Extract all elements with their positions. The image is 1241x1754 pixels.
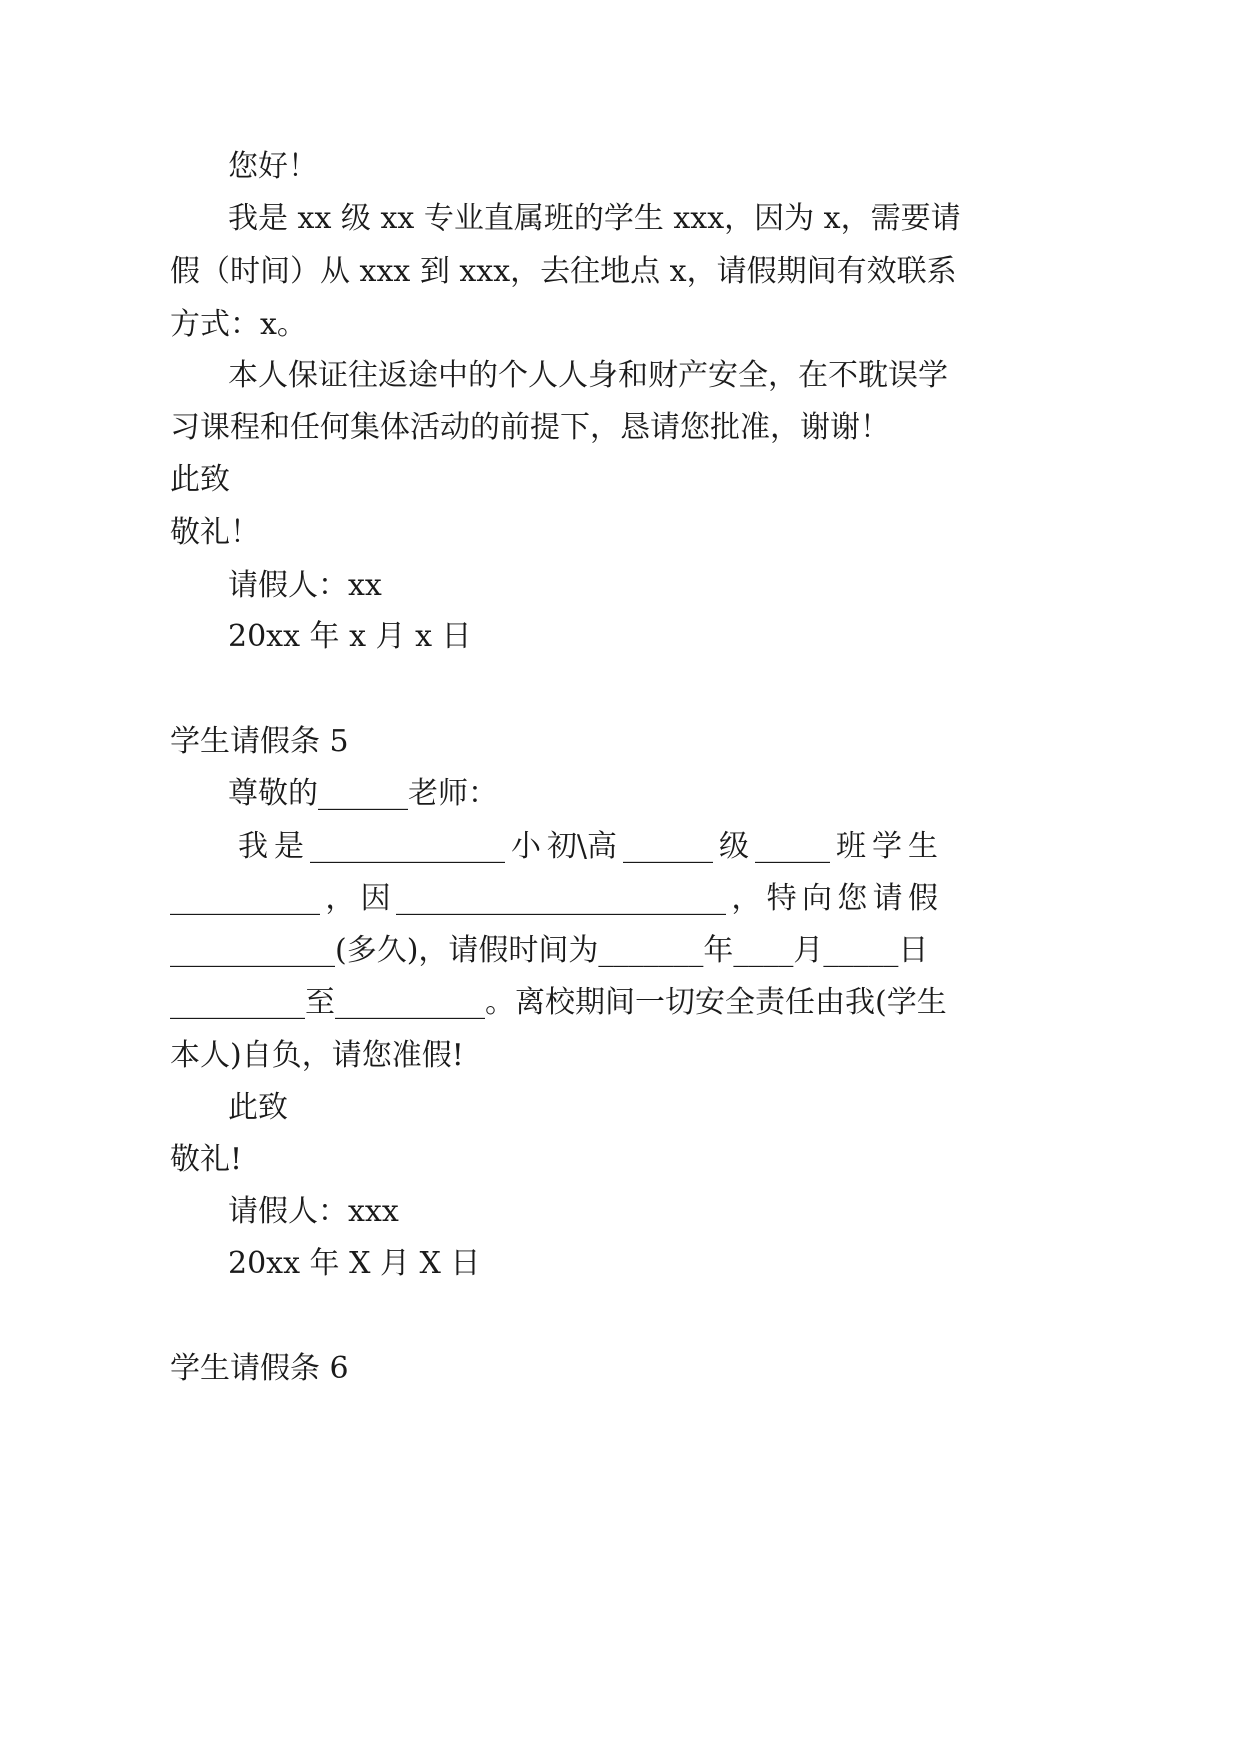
date: 20xx 年 X 月 X 日 bbox=[228, 1246, 481, 1281]
blank: _____________ bbox=[309, 829, 505, 864]
blank: ______________________ bbox=[395, 881, 726, 916]
word: 假 bbox=[907, 881, 938, 916]
word: 学 bbox=[871, 829, 902, 864]
form-line: _________至__________。离校期间一切安全责任由我(学生 bbox=[170, 985, 947, 1020]
word: ， bbox=[325, 881, 356, 916]
closing-line: 敬礼！ bbox=[170, 515, 260, 550]
word: 因 bbox=[360, 881, 391, 916]
form-line: ___________(多久)，请假时间为_______年____月_____日 bbox=[170, 933, 929, 968]
paragraph-line: 方式：x。 bbox=[170, 307, 307, 342]
word: 向 bbox=[801, 881, 832, 916]
blank: __________ bbox=[170, 881, 320, 916]
word: 特 bbox=[766, 881, 797, 916]
paragraph-line: 本人保证往返途中的个人人身和财产安全，在不耽误学 bbox=[228, 358, 948, 393]
salutation: 尊敬的______老师： bbox=[228, 776, 498, 811]
word: 生 bbox=[907, 829, 938, 864]
word: 初\高 bbox=[546, 829, 618, 864]
closing-line: 此致 bbox=[170, 462, 230, 497]
blank: _____ bbox=[755, 829, 830, 864]
form-line bbox=[170, 879, 938, 919]
paragraph-line: 我是 xx 级 xx 专业直属班的学生 xxx，因为 x，需要请 bbox=[228, 201, 961, 236]
paragraph-line: 假（时间）从 xxx 到 xxx，去往地点 x，请假期间有效联系 bbox=[170, 254, 957, 289]
signer: 请假人：xx bbox=[228, 568, 382, 603]
signer: 请假人：xxx bbox=[228, 1194, 399, 1229]
word: 我 bbox=[238, 829, 268, 864]
word: 您 bbox=[837, 881, 868, 916]
section-title: 学生请假条 5 bbox=[170, 724, 349, 759]
date: 20xx 年 x 月 x 日 bbox=[228, 619, 472, 654]
form-line: 本人)自负，请您准假! bbox=[170, 1038, 464, 1073]
blank: ______ bbox=[623, 829, 714, 864]
paragraph-line: 习课程和任何集体活动的前提下，恳请您批准，谢谢！ bbox=[170, 410, 890, 445]
word: 班 bbox=[835, 829, 866, 864]
form-line bbox=[238, 827, 938, 867]
word: 请 bbox=[872, 881, 903, 916]
closing-line: 此致 bbox=[228, 1090, 288, 1125]
word: ， bbox=[731, 881, 762, 916]
greeting: 您好！ bbox=[228, 149, 318, 184]
section-title: 学生请假条 6 bbox=[170, 1351, 349, 1386]
word: 小 bbox=[510, 829, 541, 864]
closing-line: 敬礼! bbox=[170, 1142, 243, 1177]
word: 级 bbox=[719, 829, 750, 864]
word: 是 bbox=[273, 829, 304, 864]
